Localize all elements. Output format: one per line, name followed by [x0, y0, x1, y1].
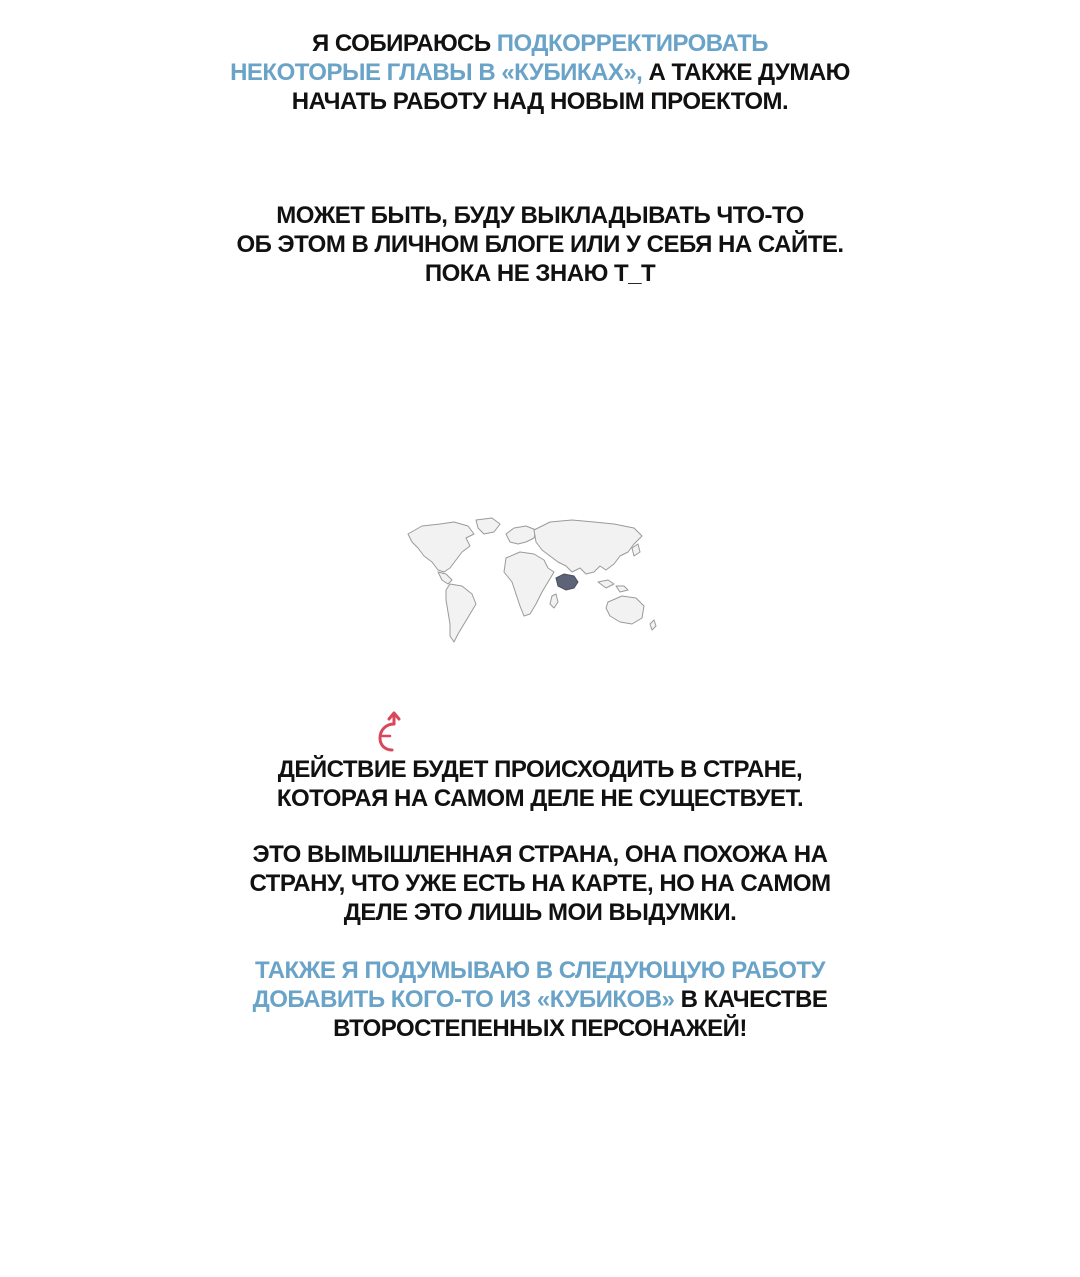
paragraph-plans-line-1 — [0, 29, 1080, 58]
paragraph-next-work-line-2 — [0, 985, 1080, 1014]
paragraph-plans-line-2 — [0, 58, 1080, 87]
text-highlight: ДОБАВИТЬ КОГО-ТО ИЗ «КУБИКОВ» — [252, 986, 675, 1013]
paragraph-blog — [0, 201, 1080, 288]
paragraph-next-work-line-3: ВТОРОСТЕПЕННЫХ ПЕРСОНАЖЕЙ! — [333, 1015, 747, 1042]
location-arrow-icon — [372, 710, 406, 754]
paragraph-plans — [0, 29, 1080, 116]
paragraph-blog-line-3: ПОКА НЕ ЗНАЮ Т_Т — [424, 260, 656, 287]
paragraph-blog-line-1: МОЖЕТ БЫТЬ, БУДУ ВЫКЛАДЫВАТЬ ЧТО-ТО — [276, 202, 804, 229]
paragraph-setting-line-2: КОТОРАЯ НА САМОМ ДЕЛЕ НЕ СУЩЕСТВУЕТ. — [276, 785, 804, 812]
paragraph-next-work-line-1: ТАКЖЕ Я ПОДУМЫВАЮ В СЛЕДУЮЩУЮ РАБОТУ — [255, 957, 825, 984]
paragraph-next-work — [0, 956, 1080, 1043]
text-highlight: ПОДКОРРЕКТИРОВАТЬ — [496, 30, 768, 57]
text-dark: Я СОБИРАЮСЬ — [312, 30, 491, 57]
paragraph-fictional-country-line-3: ДЕЛЕ ЭТО ЛИШЬ МОИ ВЫДУМКИ. — [343, 899, 737, 926]
text-dark: А ТАКЖЕ ДУМАЮ — [648, 59, 850, 86]
paragraph-plans-line-3: НАЧАТЬ РАБОТУ НАД НОВЫМ ПРОЕКТОМ. — [291, 88, 789, 115]
paragraph-fictional-country-line-1: ЭТО ВЫМЫШЛЕННАЯ СТРАНА, ОНА ПОХОЖА НА — [252, 841, 828, 868]
world-map-icon — [402, 516, 664, 646]
text-dark: В КАЧЕСТВЕ — [680, 986, 828, 1013]
paragraph-setting — [0, 755, 1080, 813]
text-highlight: НЕКОТОРЫЕ ГЛАВЫ В «КУБИКАХ», — [230, 59, 643, 86]
paragraph-fictional-country-line-2: СТРАНУ, ЧТО УЖЕ ЕСТЬ НА КАРТЕ, НО НА САМОМ — [249, 870, 831, 897]
paragraph-blog-line-2: ОБ ЭТОМ В ЛИЧНОМ БЛОГЕ ИЛИ У СЕБЯ НА САЙТЕ. — [236, 231, 844, 258]
paragraph-fictional-country — [0, 840, 1080, 927]
paragraph-setting-line-1: ДЕЙСТВИЕ БУДЕТ ПРОИСХОДИТЬ В СТРАНЕ, — [277, 756, 803, 783]
